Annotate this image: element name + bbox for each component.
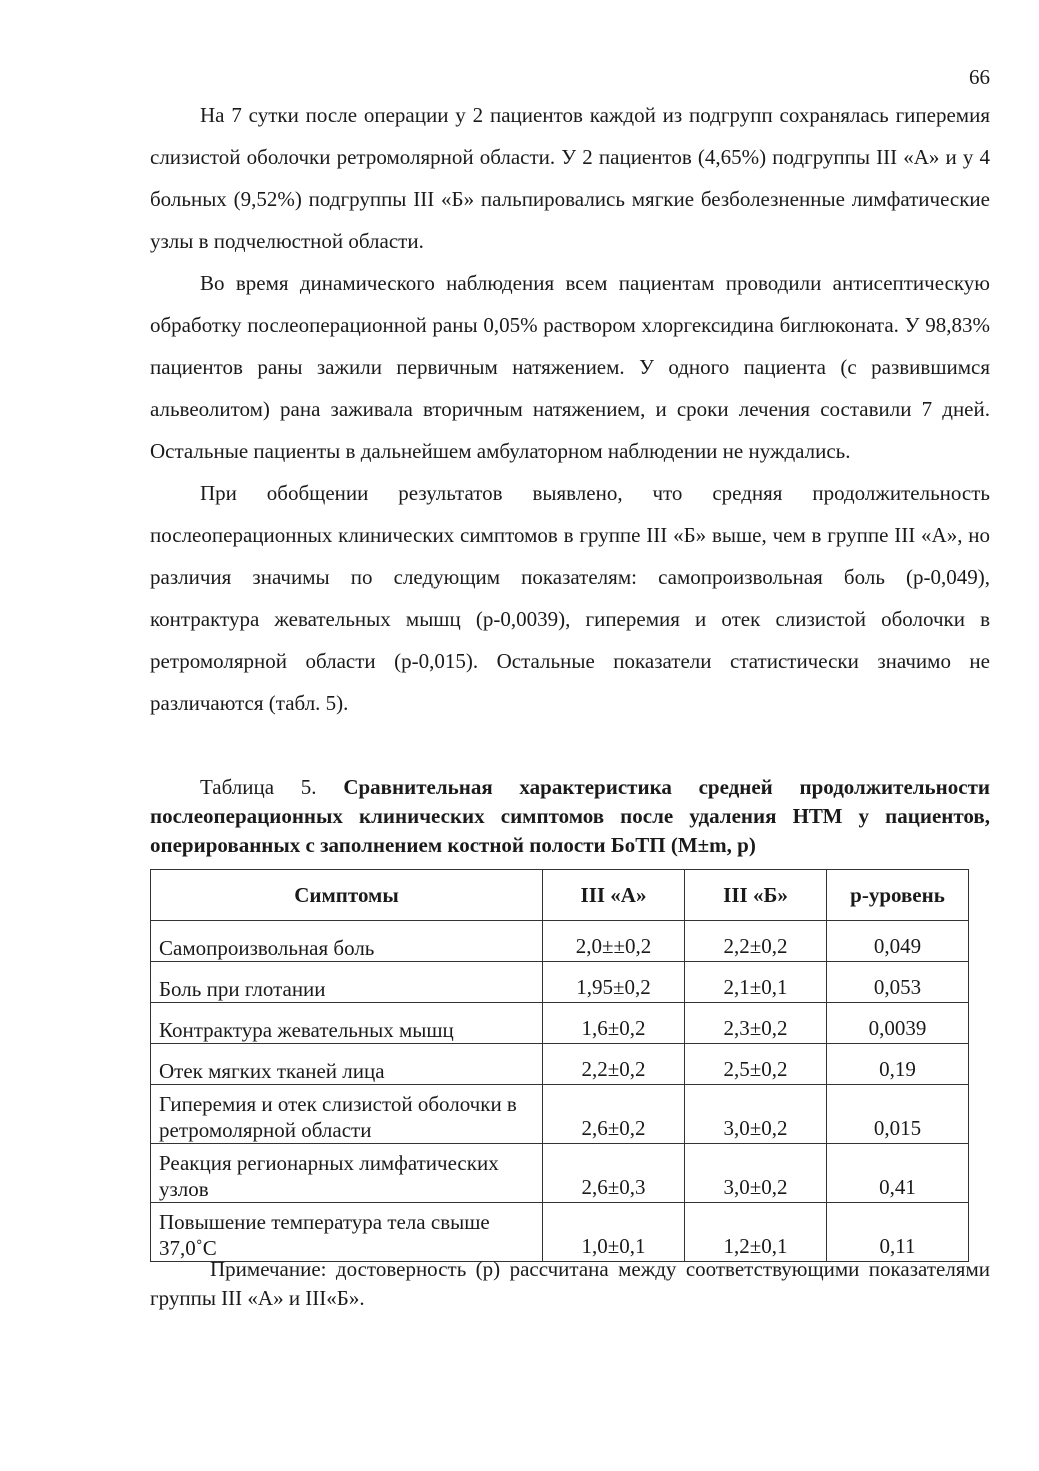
group-a-cell: 1,0±0,1 [543,1203,685,1262]
symptom-cell: Контрактура жевательных мышц [151,1003,543,1044]
p-level-cell: 0,41 [827,1144,969,1203]
table-row [151,1085,969,1144]
data-table [150,869,969,1262]
p-level-cell: 0,049 [827,921,969,962]
group-b-cell: 2,2±0,2 [685,921,827,962]
page-number: 66 [969,65,990,89]
paragraph: Во время динамического наблюдения всем пациентам проводили антисептическую обработку послеоперационной раны 0,05% раствором хлоргексидина биглюконата. У 98,83% пациентов раны зажили первичным натяжением. У одного пациента (с развившимся альвеолитом) рана заживала вторичным натяжением, и сроки лечения составили 7 дней. Остальные пациенты в дальнейшем амбулаторном наблюдении не нуждались. [150,271,990,463]
table-row [151,1044,969,1085]
group-b-cell: 2,1±0,1 [685,962,827,1003]
table-caption-title: Сравнительная характеристика средней продолжительности послеоперационных клинических симптомов после удаления НТМ у пациентов, оперированных с заполнением костной полости БоТП (M±m, p) [150,775,991,857]
table-row [151,1203,969,1262]
p-level-cell: 0,015 [827,1085,969,1144]
table-note: Примечание: достоверность (р) рассчитана между соответствующими показателями группы III «А» и III«Б». [150,1257,990,1310]
paragraph: На 7 сутки после операции у 2 пациентов каждой из подгрупп сохранялась гиперемия слизистой оболочки ретромолярной области. У 2 пациентов (4,65%) подгруппы III «А» и у 4 больных (9,52%) подгруппы III «Б» пальпировались мягкие безболезненные лимфатические узлы в подчелюстной области. [150,103,990,253]
header-symptoms: Симптомы [151,870,543,921]
group-a-cell: 2,2±0,2 [543,1044,685,1085]
group-a-cell: 2,6±0,3 [543,1144,685,1203]
group-a-cell: 2,6±0,2 [543,1085,685,1144]
header-p-level: p-уровень [827,870,969,921]
group-b-cell: 2,5±0,2 [685,1044,827,1085]
symptom-cell: Реакция регионарных лимфатических узлов [151,1144,543,1203]
header-group-a: III «А» [543,870,685,921]
group-b-cell: 3,0±0,2 [685,1144,827,1203]
symptom-cell: Боль при глотании [151,962,543,1003]
table-caption-label: Таблица 5. [200,775,317,799]
group-b-cell: 2,3±0,2 [685,1003,827,1044]
symptom-cell: Отек мягких тканей лица [151,1044,543,1085]
table-row [151,1003,969,1044]
group-b-cell: 3,0±0,2 [685,1085,827,1144]
paragraph: При обобщении результатов выявлено, что средняя продолжительность послеоперационных клинических симптомов в группе III «Б» выше, чем в группе III «А», но различия значимы по следующим показателям: самопроизвольная боль (р-0,049), контрактура жевательных мышц (р-0,0039), гиперемия и отек слизистой оболочки в ретромолярной области (р-0,015). Остальные показатели статистически значимо не различаются (табл. 5). [150,481,990,715]
p-level-cell: 0,11 [827,1203,969,1262]
symptom-cell: Повышение температура тела свыше 37,0˚С [151,1203,543,1262]
group-a-cell: 2,0±±0,2 [543,921,685,962]
group-b-cell: 1,2±0,1 [685,1203,827,1262]
group-a-cell: 1,95±0,2 [543,962,685,1003]
table-row [151,1144,969,1203]
body-text [150,94,990,724]
symptom-cell: Самопроизвольная боль [151,921,543,962]
symptom-cell: Гиперемия и отек слизистой оболочки в ретромолярной области [151,1085,543,1144]
table-header-row [151,870,969,921]
group-a-cell: 1,6±0,2 [543,1003,685,1044]
table-caption [150,773,990,860]
header-group-b: III «Б» [685,870,827,921]
table-row [151,962,969,1003]
p-level-cell: 0,0039 [827,1003,969,1044]
table-row [151,921,969,962]
p-level-cell: 0,19 [827,1044,969,1085]
p-level-cell: 0,053 [827,962,969,1003]
